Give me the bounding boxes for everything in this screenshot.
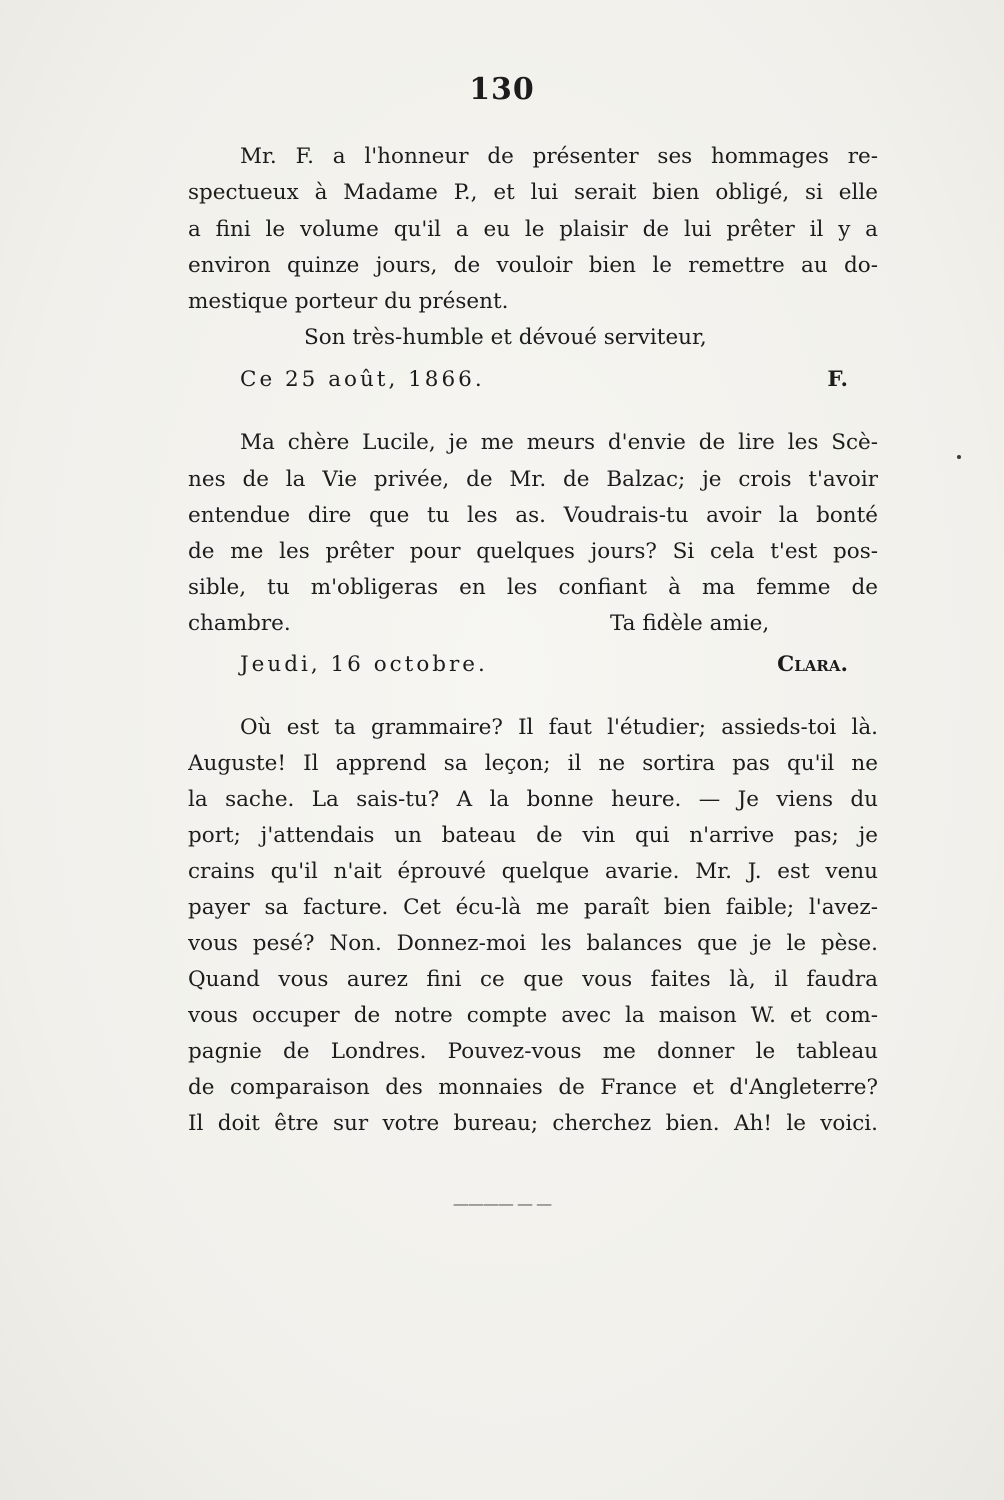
letter-1-signature: F. bbox=[827, 367, 848, 392]
letter-1-line: spectueux à Madame P., et lui serait bien obligé, si elle bbox=[188, 180, 878, 205]
paragraph-3-line: de comparaison des monnaies de France et d'Angleterre? bbox=[188, 1075, 878, 1100]
letter-2-signature-line bbox=[240, 651, 848, 679]
paragraph-3-line: crains qu'il n'ait éprouvé quelque avarie. Mr. J. est venu bbox=[188, 859, 878, 884]
paragraph-3-line: la sache. La sais-tu? A la bonne heure. — Je viens du bbox=[188, 787, 878, 812]
paragraph-3-line: payer sa facture. Cet écu-là me paraît bien faible; l'avez- bbox=[188, 895, 878, 920]
letter-1-signature-line bbox=[240, 366, 848, 394]
letter-1-date: Ce 25 août, 1866. bbox=[240, 367, 485, 392]
letter-2-signature: Clara. bbox=[777, 652, 848, 677]
paragraph-3-line: Auguste! Il apprend sa leçon; il ne sortira pas qu'il ne bbox=[188, 751, 878, 776]
paragraph-3-line: vous occuper de notre compte avec la maison W. et com- bbox=[188, 1003, 878, 1028]
letter-2-date: Jeudi, 16 octobre. bbox=[240, 652, 488, 677]
letter-1-line: a fini le volume qu'il a eu le plaisir de lui prêter il y a bbox=[188, 217, 878, 242]
end-ornament-rule: ———— — — bbox=[452, 1194, 552, 1213]
letter-2-closing: Ta fidèle amie, bbox=[610, 611, 770, 636]
letter-1-line: mestique porteur du présent. bbox=[188, 289, 509, 314]
letter-2-line: de me les prêter pour quelques jours? Si cela t'est pos- bbox=[188, 539, 878, 564]
page-number: 130 bbox=[469, 72, 535, 107]
letter-1-line: Mr. F. a l'honneur de présenter ses hommages re- bbox=[240, 144, 878, 169]
letter-1-closing: Son très-humble et dévoué serviteur, bbox=[304, 325, 707, 350]
letter-2-line: sible, tu m'obligeras en les confiant à ma femme de bbox=[188, 575, 878, 600]
letter-2-line: chambre. bbox=[188, 611, 291, 636]
paragraph-3-line: Où est ta grammaire? Il faut l'étudier; assieds-toi là. bbox=[240, 715, 878, 740]
paragraph-3-line: Il doit être sur votre bureau; cherchez bien. Ah! le voici. bbox=[188, 1111, 878, 1136]
paragraph-3-line: Quand vous aurez fini ce que vous faites là, il faudra bbox=[188, 967, 878, 992]
letter-2-line: Ma chère Lucile, je me meurs d'envie de lire les Scè- bbox=[240, 430, 878, 455]
letter-1-line: environ quinze jours, de vouloir bien le remettre au do- bbox=[188, 253, 878, 278]
paper-speck bbox=[957, 455, 961, 459]
letter-2-line: nes de la Vie privée, de Mr. de Balzac; je crois t'avoir bbox=[188, 467, 878, 492]
paragraph-3-line: vous pesé? Non. Donnez-moi les balances que je le pèse. bbox=[188, 931, 878, 956]
letter-2-line: entendue dire que tu les as. Voudrais-tu avoir la bonté bbox=[188, 503, 878, 528]
paragraph-3-line: port; j'attendais un bateau de vin qui n'arrive pas; je bbox=[188, 823, 878, 848]
paragraph-3-line: pagnie de Londres. Pouvez-vous me donner le tableau bbox=[188, 1039, 878, 1064]
